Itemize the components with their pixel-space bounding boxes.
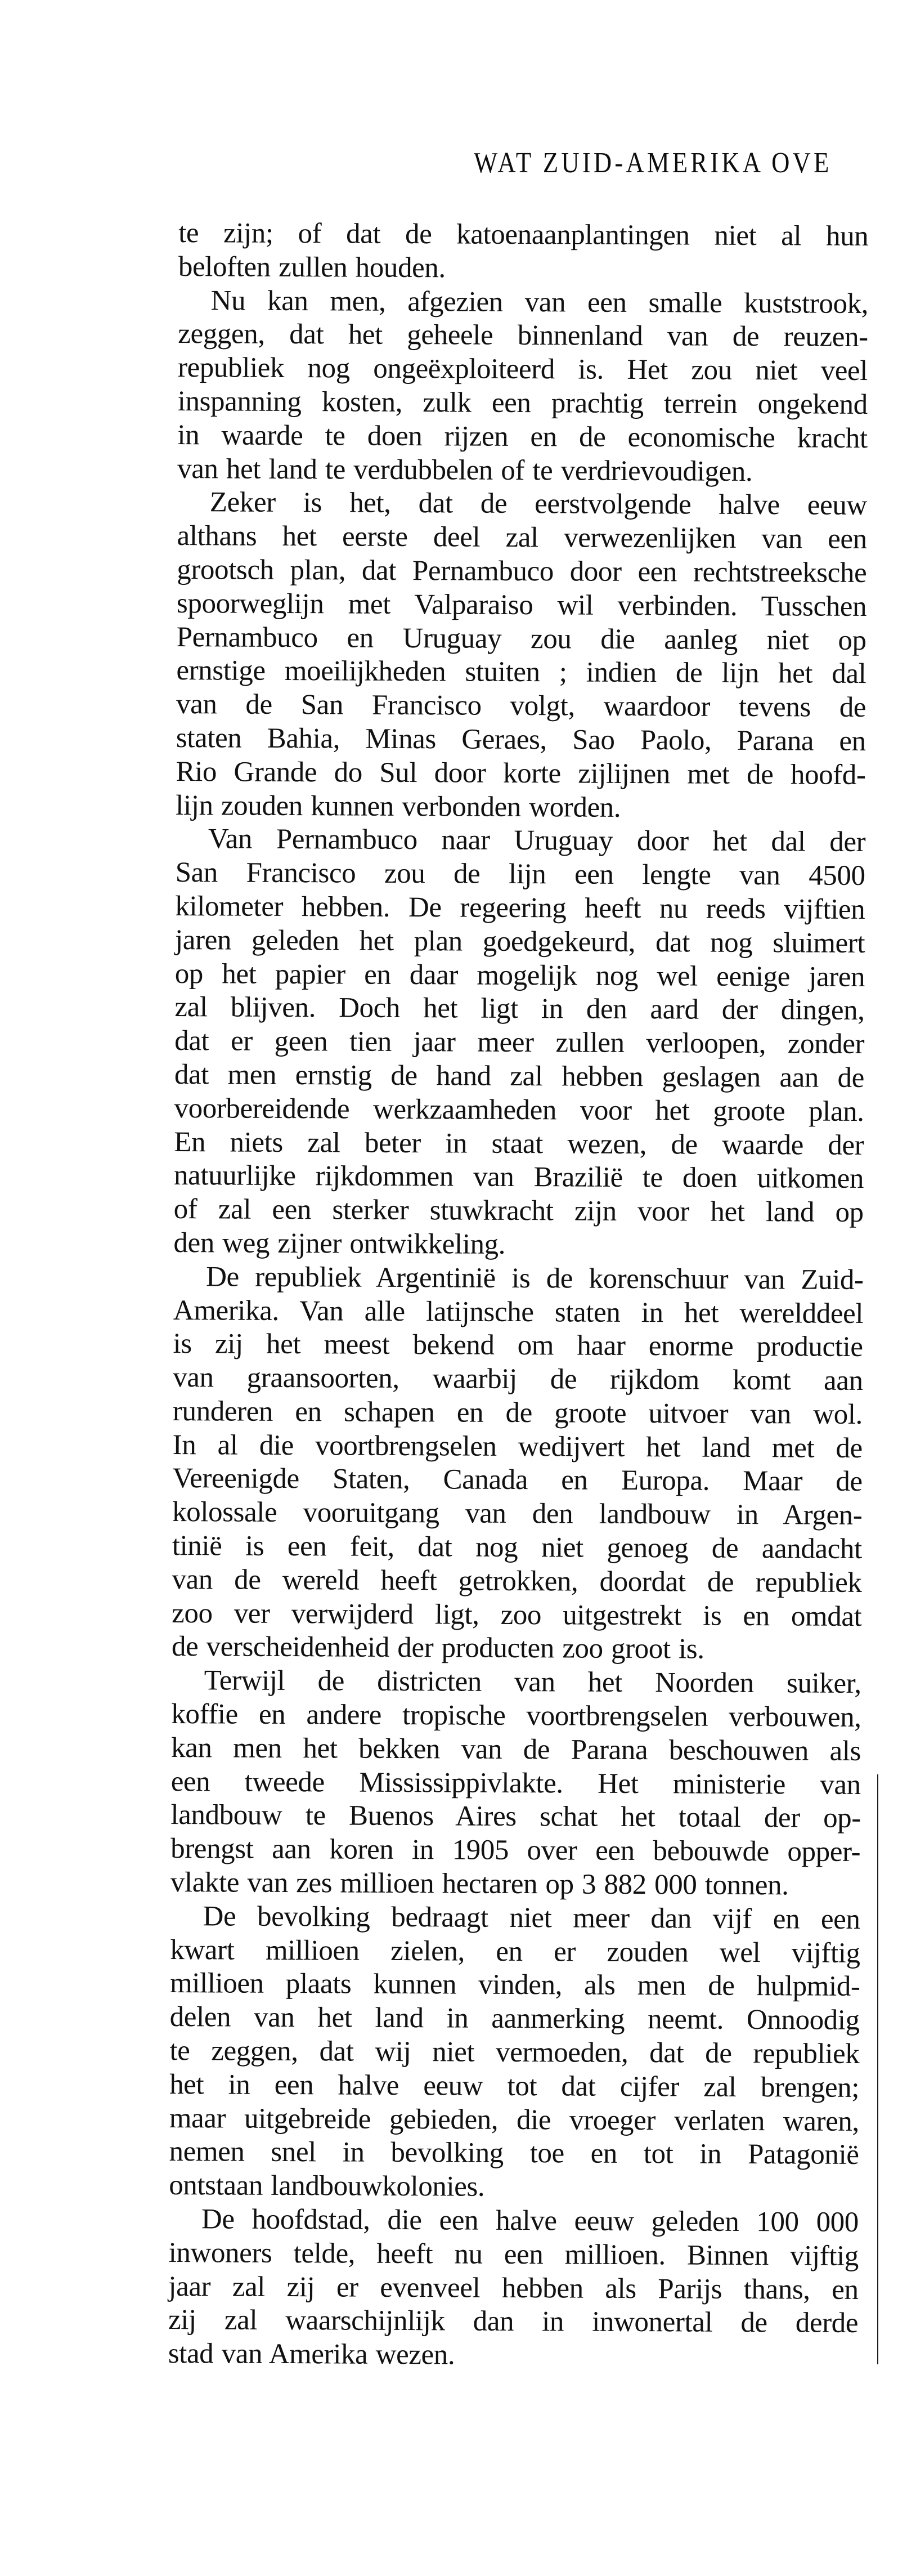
text-line: En niets zal beter in staat wezen, de waarde der xyxy=(174,1126,864,1161)
text-line: dat men ernstig de hand zal hebben geslagen aan de xyxy=(174,1058,865,1094)
text-line: zeggen, dat het geheele binnenland van de reuzen- xyxy=(178,318,868,354)
text-line: millioen plaats kunnen vinden, als men de hulpmid- xyxy=(169,1967,860,2003)
paragraph xyxy=(170,1664,861,1903)
text-line: van het land te verdubbelen of te verdrievoudigen. xyxy=(177,453,753,488)
text-line: Rio Grande do Sul door korte zijlijnen met de hoofd- xyxy=(176,755,866,791)
text-line: runderen en schapen en de groote uitvoer van wol. xyxy=(172,1395,863,1430)
text-line: dat er geen tien jaar meer zullen verloopen, zonder xyxy=(174,1025,865,1061)
text-line: Nu kan men, afgezien van een smalle kuststrook, xyxy=(210,284,869,320)
text-line: zij zal waarschijnlijk dan in inwonertal de derde xyxy=(168,2304,859,2340)
text-line: inspanning kosten, zulk een prachtig terrein ongekend xyxy=(177,386,868,421)
text-line: van de San Francisco volgt, waardoor tevens de xyxy=(176,688,866,724)
text-line: ernstige moeilijkheden stuiten ; indien de lijn het dal xyxy=(176,655,866,690)
text-line: zoo ver verwijderd ligt, zoo uitgestrekt is en omdat xyxy=(172,1597,862,1633)
text-line: brengst aan koren in 1905 over een bebouwde opper- xyxy=(170,1833,861,1868)
text-line: Zeker is het, dat de eerstvolgende halve eeuw xyxy=(209,486,868,522)
paragraph xyxy=(168,2203,859,2374)
text-line: van de wereld heeft getrokken, doordat de republiek xyxy=(172,1563,862,1599)
text-line: grootsch plan, dat Pernambuco door een rechtstreeksche xyxy=(177,553,867,589)
text-line: of zal een sterker stuwkracht zijn voor het land op xyxy=(173,1193,864,1229)
text-line: Vereenigde Staten, Canada en Europa. Maar de xyxy=(172,1463,863,1498)
text-line: althans het eerste deel zal verwezenlijken van een xyxy=(177,520,867,556)
text-line: op het papier en daar mogelijk nog wel eenige jaren xyxy=(174,958,865,993)
text-line: Amerika. Van alle latijnsche staten in het werelddeel xyxy=(173,1294,864,1330)
text-line: de verscheidenheid der producten zoo groot is. xyxy=(171,1631,704,1666)
paragraph xyxy=(178,217,869,288)
text-line: stad van Amerika wezen. xyxy=(168,2338,455,2371)
text-line: het in een halve eeuw tot dat cijfer zal brengen; xyxy=(169,2068,860,2104)
text-line: koffie en andere tropische voortbrengselen verbouwen, xyxy=(171,1698,861,1734)
running-head: WAT ZUID-AMERIKA OVE xyxy=(474,147,832,179)
text-line: De bevolking bedraagt niet meer dan vijf en een xyxy=(203,1900,860,1935)
body-text xyxy=(168,217,869,2374)
text-line: den weg zijner ontwikkeling. xyxy=(173,1227,506,1260)
text-line: zal blijven. Doch het ligt in den aard der dingen, xyxy=(174,991,865,1027)
text-line: ontstaan landbouwkolonies. xyxy=(169,2170,485,2203)
text-line: kilometer hebben. De regeering heeft nu reeds vijftien xyxy=(175,890,865,925)
text-line: inwoners telde, heeft nu een millioen. Binnen vijftig xyxy=(168,2237,859,2272)
text-line: landbouw te Buenos Aires schat het totaal der op- xyxy=(170,1799,861,1835)
text-line: te zeggen, dat wij niet vermoeden, dat de republiek xyxy=(169,2035,860,2070)
text-line: In al die voortbrengselen wedijvert het land met de xyxy=(172,1429,863,1464)
paragraph xyxy=(172,1260,863,1668)
text-line: Pernambuco en Uruguay zou die aanleg niet op xyxy=(176,621,866,656)
text-line: tinië is een feit, dat nog niet genoeg de aandacht xyxy=(172,1530,862,1566)
text-line: te zijn; of dat de katoenaanplantingen niet al hun xyxy=(178,217,869,253)
text-line: San Francisco zou de lijn een lengte van 4500 xyxy=(175,857,865,892)
text-line: De hoofdstad, die een halve eeuw geleden 100 000 xyxy=(201,2203,859,2238)
paragraph xyxy=(177,284,868,490)
text-line: vlakte van zes millioen hectaren op 3 882 000 tonnen. xyxy=(170,1867,789,1902)
paragraph xyxy=(173,822,865,1263)
text-line: republiek nog ongeëxploiteerd is. Het zou niet veel xyxy=(177,352,868,387)
text-line: staten Bahia, Minas Geraes, Sao Paolo, Parana en xyxy=(176,722,866,757)
text-line: nemen snel in bevolking toe en tot in Patagonië xyxy=(169,2136,859,2171)
text-line: natuurlijke rijkdommen van Brazilië te doen uitkomen xyxy=(173,1160,864,1195)
text-line: een tweede Mississippivlakte. Het ministerie van xyxy=(170,1765,861,1801)
text-line: kolossale vooruitgang van den landbouw in Argen- xyxy=(172,1496,863,1532)
text-line: spoorweglijn met Valparaiso wil verbinden. Tusschen xyxy=(176,587,867,623)
paragraph xyxy=(169,1900,860,2206)
text-line: kwart millioen zielen, en er zouden wel vijftig xyxy=(170,1934,860,1969)
text-line: voorbereidende werkzaamheden voor het groote plan. xyxy=(174,1092,864,1128)
text-line: jaar zal zij er evenveel hebben als Parijs thans, en xyxy=(168,2270,859,2306)
text-line: Terwijl de districten van het Noorden suiker, xyxy=(204,1665,861,1700)
running-head-container xyxy=(461,144,878,183)
text-line: Van Pernambuco naar Uruguay door het dal der xyxy=(208,823,866,858)
text-line: jaren geleden het plan goedgekeurd, dat nog sluimert xyxy=(174,924,865,959)
text-line: kan men het bekken van de Parana beschouwen als xyxy=(170,1732,861,1767)
page-edge-line xyxy=(877,1774,878,2364)
text-line: is zij het meest bekend om haar enorme productie xyxy=(173,1328,863,1363)
text-line: De republiek Argentinië is de korenschuur van Zuid- xyxy=(206,1260,864,1296)
paragraph xyxy=(176,486,867,826)
text-line: in waarde te doen rijzen en de economische kracht xyxy=(177,419,868,454)
text-line: lijn zouden kunnen verbonden worden. xyxy=(176,789,621,824)
text-line: beloften zullen houden. xyxy=(178,251,446,284)
text-line: delen van het land in aanmerking neemt. Onnoodig xyxy=(169,2001,860,2037)
text-line: maar uitgebreide gebieden, die vroeger verlaten waren, xyxy=(169,2102,859,2137)
text-line: van graansoorten, waarbij de rijkdom komt aan xyxy=(173,1362,863,1397)
